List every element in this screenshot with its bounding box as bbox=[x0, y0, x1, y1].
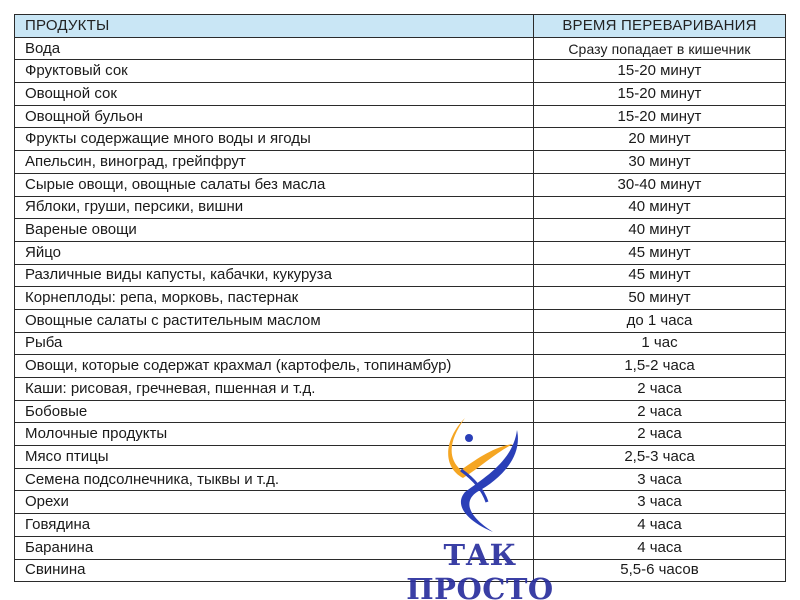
table-row bbox=[15, 514, 786, 537]
table-row bbox=[15, 83, 786, 106]
product-cell: Апельсин, виноград, грейпфрут bbox=[15, 151, 534, 174]
product-cell: Вода bbox=[15, 37, 534, 60]
time-cell: 45 минут bbox=[534, 241, 786, 264]
product-cell: Бобовые bbox=[15, 400, 534, 423]
time-cell: 50 минут bbox=[534, 287, 786, 310]
product-cell: Овощные салаты с растительным маслом bbox=[15, 309, 534, 332]
product-cell: Овощной сок bbox=[15, 83, 534, 106]
table-row bbox=[15, 287, 786, 310]
time-cell: 15-20 минут bbox=[534, 60, 786, 83]
header-products: ПРОДУКТЫ bbox=[15, 15, 534, 38]
product-cell: Фруктовый сок bbox=[15, 60, 534, 83]
time-cell: 30-40 минут bbox=[534, 173, 786, 196]
time-cell: 40 минут bbox=[534, 196, 786, 219]
table-row bbox=[15, 378, 786, 401]
product-cell: Различные виды капусты, кабачки, кукуруза bbox=[15, 264, 534, 287]
time-cell: 2 часа bbox=[534, 423, 786, 446]
product-cell: Фрукты содержащие много воды и ягоды bbox=[15, 128, 534, 151]
product-cell: Баранина bbox=[15, 536, 534, 559]
time-cell: 1,5-2 часа bbox=[534, 355, 786, 378]
time-cell: 45 минут bbox=[534, 264, 786, 287]
time-cell: 4 часа bbox=[534, 536, 786, 559]
table-row bbox=[15, 536, 786, 559]
time-cell: Сразу попадает в кишечник bbox=[534, 37, 786, 60]
time-cell: 30 минут bbox=[534, 151, 786, 174]
product-cell: Корнеплоды: репа, морковь, пастернак bbox=[15, 287, 534, 310]
table-row bbox=[15, 105, 786, 128]
table-row bbox=[15, 241, 786, 264]
time-cell: 4 часа bbox=[534, 514, 786, 537]
product-cell: Каши: рисовая, гречневая, пшенная и т.д. bbox=[15, 378, 534, 401]
table-row bbox=[15, 468, 786, 491]
table-row bbox=[15, 446, 786, 469]
table-row bbox=[15, 309, 786, 332]
table-row bbox=[15, 332, 786, 355]
table-row bbox=[15, 264, 786, 287]
watermark-text: ТАК ПРОСТО bbox=[406, 538, 554, 600]
product-cell: Овощи, которые содержат крахмал (картофель, топинамбур) bbox=[15, 355, 534, 378]
product-cell: Сырые овощи, овощные салаты без масла bbox=[15, 173, 534, 196]
product-cell: Говядина bbox=[15, 514, 534, 537]
time-cell: 1 час bbox=[534, 332, 786, 355]
table-row bbox=[15, 128, 786, 151]
product-cell: Мясо птицы bbox=[15, 446, 534, 469]
time-cell: 2 часа bbox=[534, 378, 786, 401]
table-row bbox=[15, 219, 786, 242]
product-cell: Орехи bbox=[15, 491, 534, 514]
table-row bbox=[15, 559, 786, 582]
product-cell: Свинина bbox=[15, 559, 534, 582]
time-cell: 3 часа bbox=[534, 468, 786, 491]
product-cell: Вареные овощи bbox=[15, 219, 534, 242]
time-cell: 2 часа bbox=[534, 400, 786, 423]
table-row bbox=[15, 37, 786, 60]
time-cell: 2,5-3 часа bbox=[534, 446, 786, 469]
time-cell: до 1 часа bbox=[534, 309, 786, 332]
product-cell: Яйцо bbox=[15, 241, 534, 264]
time-cell: 15-20 минут bbox=[534, 83, 786, 106]
table-row bbox=[15, 151, 786, 174]
table-row bbox=[15, 423, 786, 446]
digestion-table-container bbox=[14, 14, 785, 582]
product-cell: Яблоки, груши, персики, вишни bbox=[15, 196, 534, 219]
time-cell: 5,5-6 часов bbox=[534, 559, 786, 582]
product-cell: Молочные продукты bbox=[15, 423, 534, 446]
table-header-row bbox=[15, 15, 786, 38]
digestion-time-table bbox=[14, 14, 786, 582]
time-cell: 40 минут bbox=[534, 219, 786, 242]
header-digestion-time: ВРЕМЯ ПЕРЕВАРИВАНИЯ bbox=[534, 15, 786, 38]
table-row bbox=[15, 173, 786, 196]
product-cell: Рыба bbox=[15, 332, 534, 355]
time-cell: 20 минут bbox=[534, 128, 786, 151]
table-row bbox=[15, 196, 786, 219]
product-cell: Овощной бульон bbox=[15, 105, 534, 128]
time-cell: 15-20 минут bbox=[534, 105, 786, 128]
table-row bbox=[15, 60, 786, 83]
time-cell: 3 часа bbox=[534, 491, 786, 514]
table-row bbox=[15, 400, 786, 423]
table-row bbox=[15, 355, 786, 378]
table-row bbox=[15, 491, 786, 514]
product-cell: Семена подсолнечника, тыквы и т.д. bbox=[15, 468, 534, 491]
